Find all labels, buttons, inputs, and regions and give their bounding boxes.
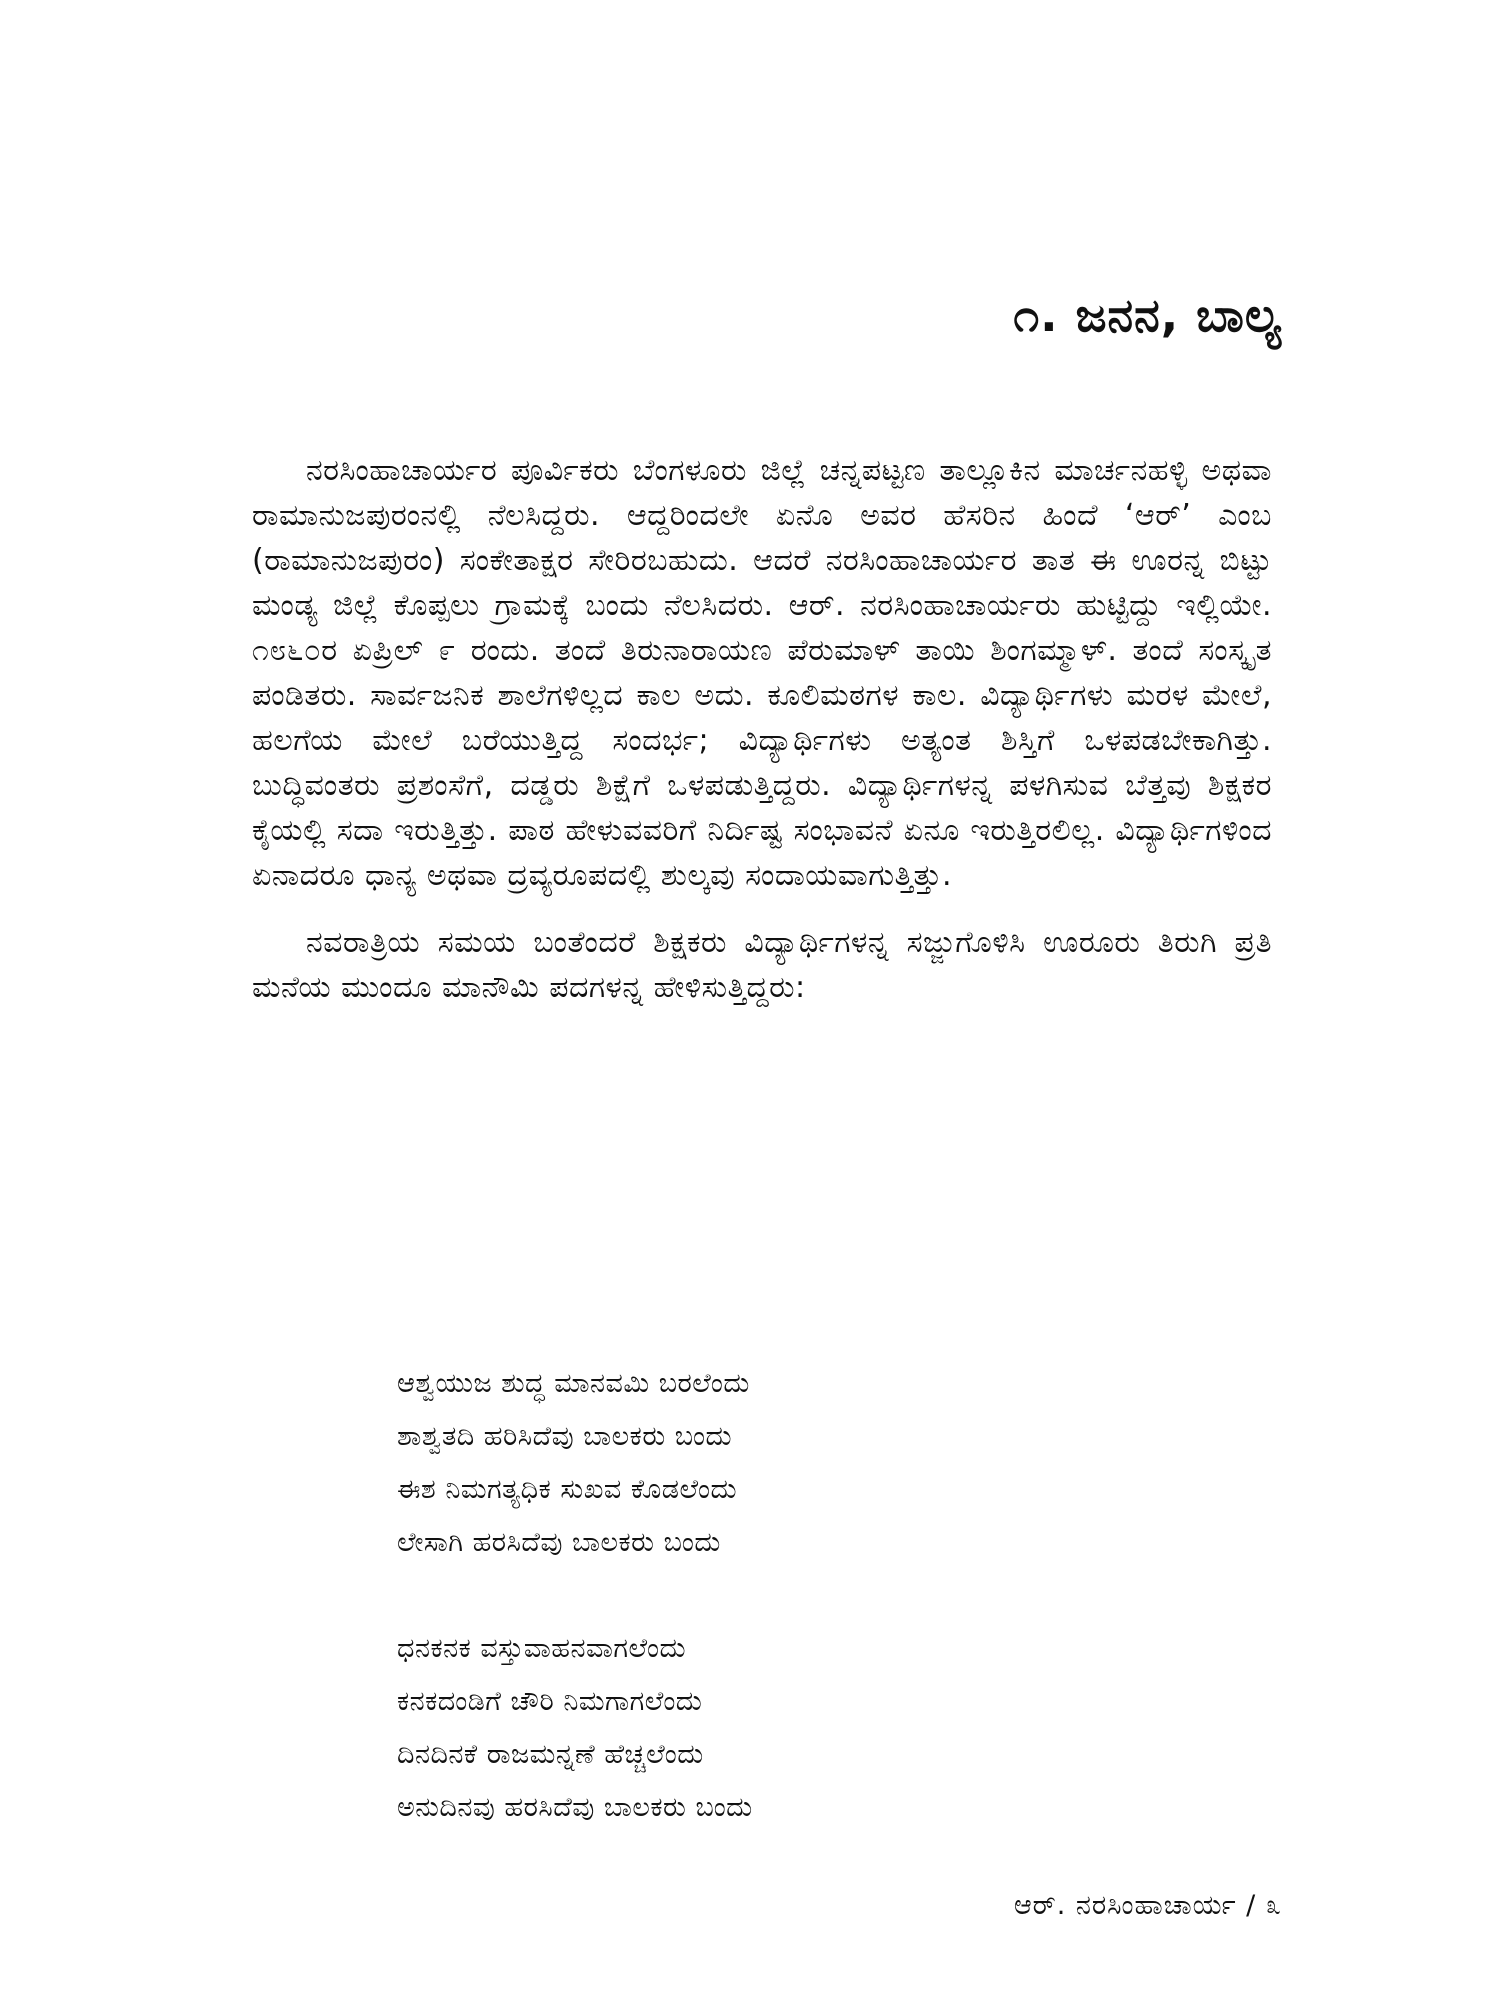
- poem-line: ಅನುದಿನವು ಹರಸಿದೆವು ಬಾಲಕರು ಬಂದು: [397, 1792, 753, 1823]
- footer-separator: /: [1246, 1890, 1257, 1921]
- poem: [397, 1357, 753, 1834]
- poem-line: ಕನಕದಂಡಿಗೆ ಚೌರಿ ನಿಮಗಾಗಲೆಂದು: [397, 1686, 703, 1717]
- page-number: ೩: [1265, 1890, 1282, 1921]
- poem-stanza: [397, 1357, 753, 1569]
- running-title: ಆರ್. ನರಸಿಂಹಾಚಾರ್ಯ: [1013, 1890, 1237, 1921]
- poem-line: ಲೇಸಾಗಿ ಹರಸಿದೆವು ಬಾಲಕರು ಬಂದು: [397, 1527, 721, 1558]
- poem-stanza: [397, 1622, 753, 1834]
- poem-line: ದಿನದಿನಕೆ ರಾಜಮನ್ನಣೆ ಹೆಚ್ಚಲೆಂದು: [397, 1739, 704, 1770]
- paragraph: ನರಸಿಂಹಾಚಾರ್ಯರ ಪೂರ್ವಿಕರು ಬೆಂಗಳೂರು ಜಿಲ್ಲೆ ಚನ್ನಪಟ್ಟಣ ತಾಲ್ಲೂಕಿನ ಮಾರ್ಚನಹಳ್ಳಿ ಅಥವಾ ರಾಮಾನುಜಪುರಂನಲ್ಲಿ ನೆಲಸಿದ್ದರು. ಆದ್ದರಿಂದಲೇ ಏನೊ ಅವರ ಹೆಸರಿನ ಹಿಂದೆ ‘ಆರ್’ ಎಂಬ (ರಾಮಾನುಜಪುರಂ) ಸಂಕೇತಾಕ್ಷರ ಸೇರಿರಬಹುದು. ಆದರೆ ನರಸಿಂಹಾಚಾರ್ಯರ ತಾತ ಈ ಊರನ್ನ ಬಿಟ್ಟು ಮಂಡ್ಯ ಜಿಲ್ಲೆ ಕೊಪ್ಪಲು ಗ್ರಾಮಕ್ಕೆ ಬಂದು ನೆಲಸಿದರು. ಆರ್. ನರಸಿಂಹಾಚಾರ್ಯರು ಹುಟ್ಟಿದ್ದು ಇಲ್ಲಿಯೇ. ೧೮೬೦ರ ಏಪ್ರಿಲ್ ೯ ರಂದು. ತಂದೆ ತಿರುನಾರಾಯಣ ಪೆರುಮಾಳ್ ತಾಯಿ ಶಿಂಗಮ್ಮಾಳ್. ತಂದೆ ಸಂಸ್ಕೃತ ಪಂಡಿತರು. ಸಾರ್ವಜನಿಕ ಶಾಲೆಗಳಿಲ್ಲದ ಕಾಲ ಅದು. ಕೂಲಿಮಠಗಳ ಕಾಲ. ವಿದ್ಯಾರ್ಥಿಗಳು ಮರಳ ಮೇಲೆ, ಹಲಗೆಯ ಮೇಲೆ ಬರೆಯುತ್ತಿದ್ದ ಸಂದರ್ಭ; ವಿದ್ಯಾರ್ಥಿಗಳು ಅತ್ಯಂತ ಶಿಸ್ತಿಗೆ ಒಳಪಡಬೇಕಾಗಿತ್ತು. ಬುದ್ಧಿವಂತರು ಪ್ರಶಂಸೆಗೆ, ದಡ್ಡರು ಶಿಕ್ಷೆಗೆ ಒಳಪಡುತ್ತಿದ್ದರು. ವಿದ್ಯಾರ್ಥಿಗಳನ್ನ ಪಳಗಿಸುವ ಬೆತ್ತವು ಶಿಕ್ಷಕರ ಕೈಯಲ್ಲಿ ಸದಾ ಇರುತ್ತಿತ್ತು. ಪಾಠ ಹೇಳುವವರಿಗೆ ನಿರ್ದಿಷ್ಟ ಸಂಭಾವನೆ ಏನೂ ಇರುತ್ತಿರಲಿಲ್ಲ. ವಿದ್ಯಾರ್ಥಿಗಳಿಂದ ಏನಾದರೂ ಧಾನ್ಯ ಅಥವಾ ದ್ರವ್ಯರೂಪದಲ್ಲಿ ಶುಲ್ಕವು ಸಂದಾಯವಾಗುತ್ತಿತ್ತು.: [252, 453, 1272, 893]
- page-footer: [1014, 1890, 1282, 1922]
- chapter-title: ೧. ಜನನ, ಬಾಲ್ಯ: [1013, 288, 1282, 342]
- poem-line: ಧನಕನಕ ವಸ್ತುವಾಹನವಾಗಲೆಂದು: [397, 1633, 687, 1664]
- poem-line: ಈಶ ನಿಮಗತ್ಯಧಿಕ ಸುಖವ ಕೊಡಲೆಂದು: [397, 1474, 738, 1505]
- paragraph: ನವರಾತ್ರಿಯ ಸಮಯ ಬಂತೆಂದರೆ ಶಿಕ್ಷಕರು ವಿದ್ಯಾರ್ಥಿಗಳನ್ನ ಸಜ್ಜುಗೊಳಿಸಿ ಊರೂರು ತಿರುಗಿ ಪ್ರತಿ ಮನೆಯ ಮುಂದೂ ಮಾನೌಮಿ ಪದಗಳನ್ನ ಹೇಳಿಸುತ್ತಿದ್ದರು:: [252, 925, 1272, 1005]
- poem-line: ಶಾಶ್ವತದಿ ಹರಿಸಿದೆವು ಬಾಲಕರು ಬಂದು: [397, 1421, 733, 1452]
- poem-line: ಆಶ್ವಯುಜ ಶುದ್ಧ ಮಾನವಮಿ ಬರಲೆಂದು: [397, 1368, 750, 1399]
- body-text: [252, 448, 1272, 1032]
